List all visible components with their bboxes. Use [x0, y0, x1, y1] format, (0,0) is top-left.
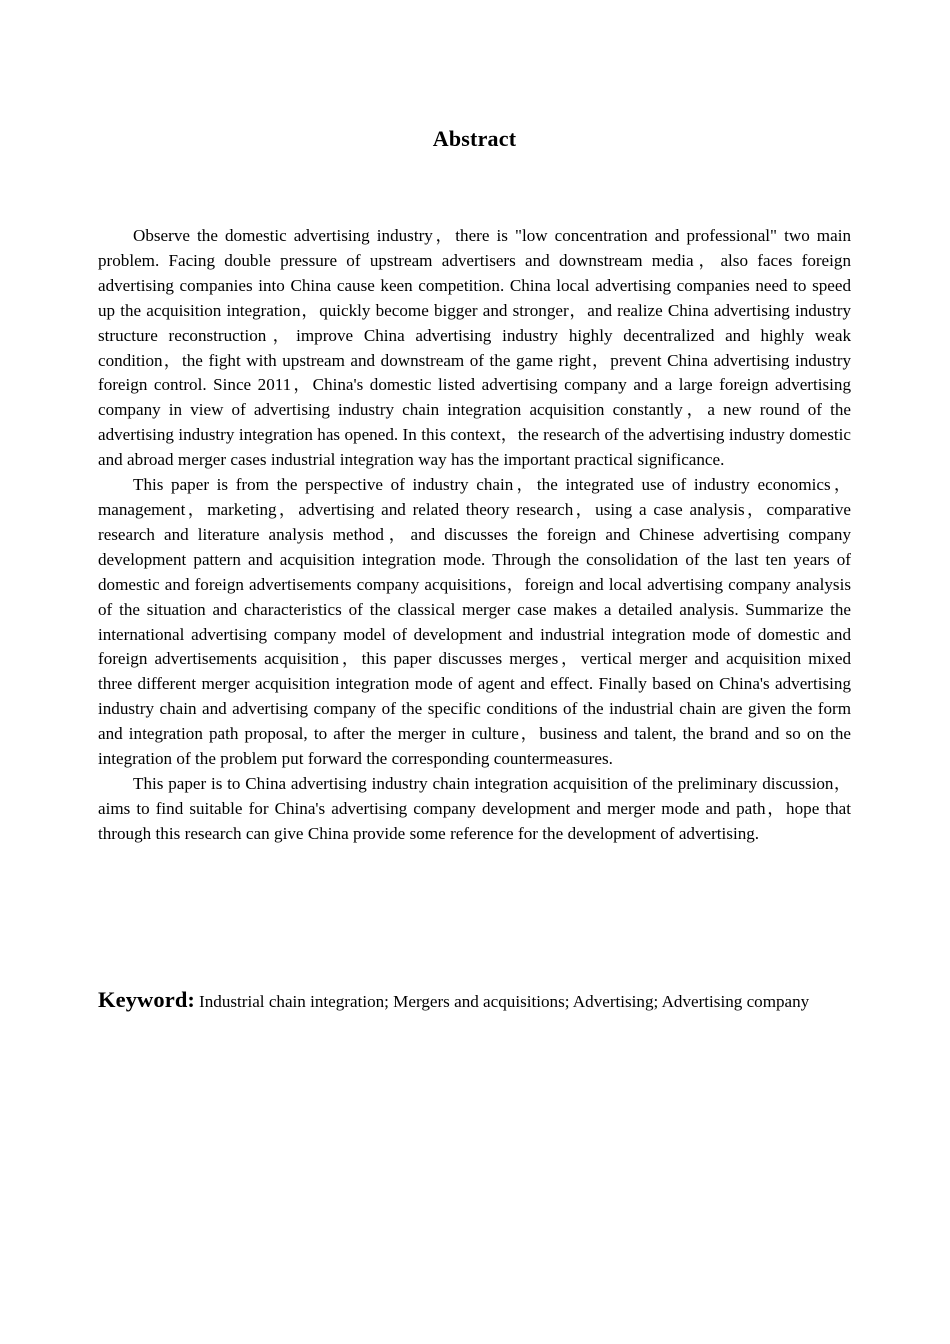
- abstract-paragraph-3: This paper is to China advertising industry chain integration acquisition of the preliminary discussion，aims to find suitable for China's advertising company development and merger mode and path，hope that through this research can give China provide some reference for the development of advertising.: [98, 773, 851, 843]
- abstract-paragraph-1: Observe the domestic advertising industry，there is "low concentration and professional" two main problem. Facing double pressure of upstream advertisers and downstream media，also faces foreign advertising companies into China cause keen competition. China local advertising companies need to speed up the acquisition integration，quickly become bigger and stronger，and realize China advertising industry structure reconstruction，improve China advertising industry highly decentralized and highly weak condition，the fight with upstream and downstream of the game right，prevent China advertising industry foreign control. Since 2011，China's domestic listed advertising company and a large foreign advertising company in view of advertising industry chain integration acquisition constantly，a new round of the advertising industry integration has opened. In this context，the research of the advertising industry domestic and abroad merger cases industrial integration way has the important practical significance.: [98, 226, 851, 470]
- keyword-label: Keyword:: [98, 987, 196, 1012]
- keyword-section: [98, 982, 851, 1019]
- abstract-paragraph-2: This paper is from the perspective of industry chain，the integrated use of industry economics，management，marketing，advertising and related theory research，using a case analysis，comparative research and literature analysis method，and discusses the foreign and Chinese advertising company development pattern and acquisition integration mode. Through the consolidation of the last ten years of domestic and foreign advertisements company acquisitions，foreign and local advertising company analysis of the situation and characteristics of the classical merger case makes a detailed analysis. Summarize the international advertising company model of development and industrial integration mode of domestic and foreign advertisements acquisition，this paper discusses merges，vertical merger and acquisition mixed three different merger acquisition integration mode of agent and effect. Finally based on China's advertising industry chain and advertising company of the specific conditions of the industrial chain are given the form and integration path proposal, to after the merger in culture，business and talent, the brand and so on the integration of the problem put forward the corresponding countermeasures.: [98, 475, 851, 769]
- keyword-value: Industrial chain integration; Mergers and acquisitions; Advertising; Advertising company: [199, 992, 810, 1011]
- keyword-line: [98, 982, 851, 1019]
- page-title: Abstract: [432, 126, 517, 151]
- abstract-body: [98, 224, 851, 847]
